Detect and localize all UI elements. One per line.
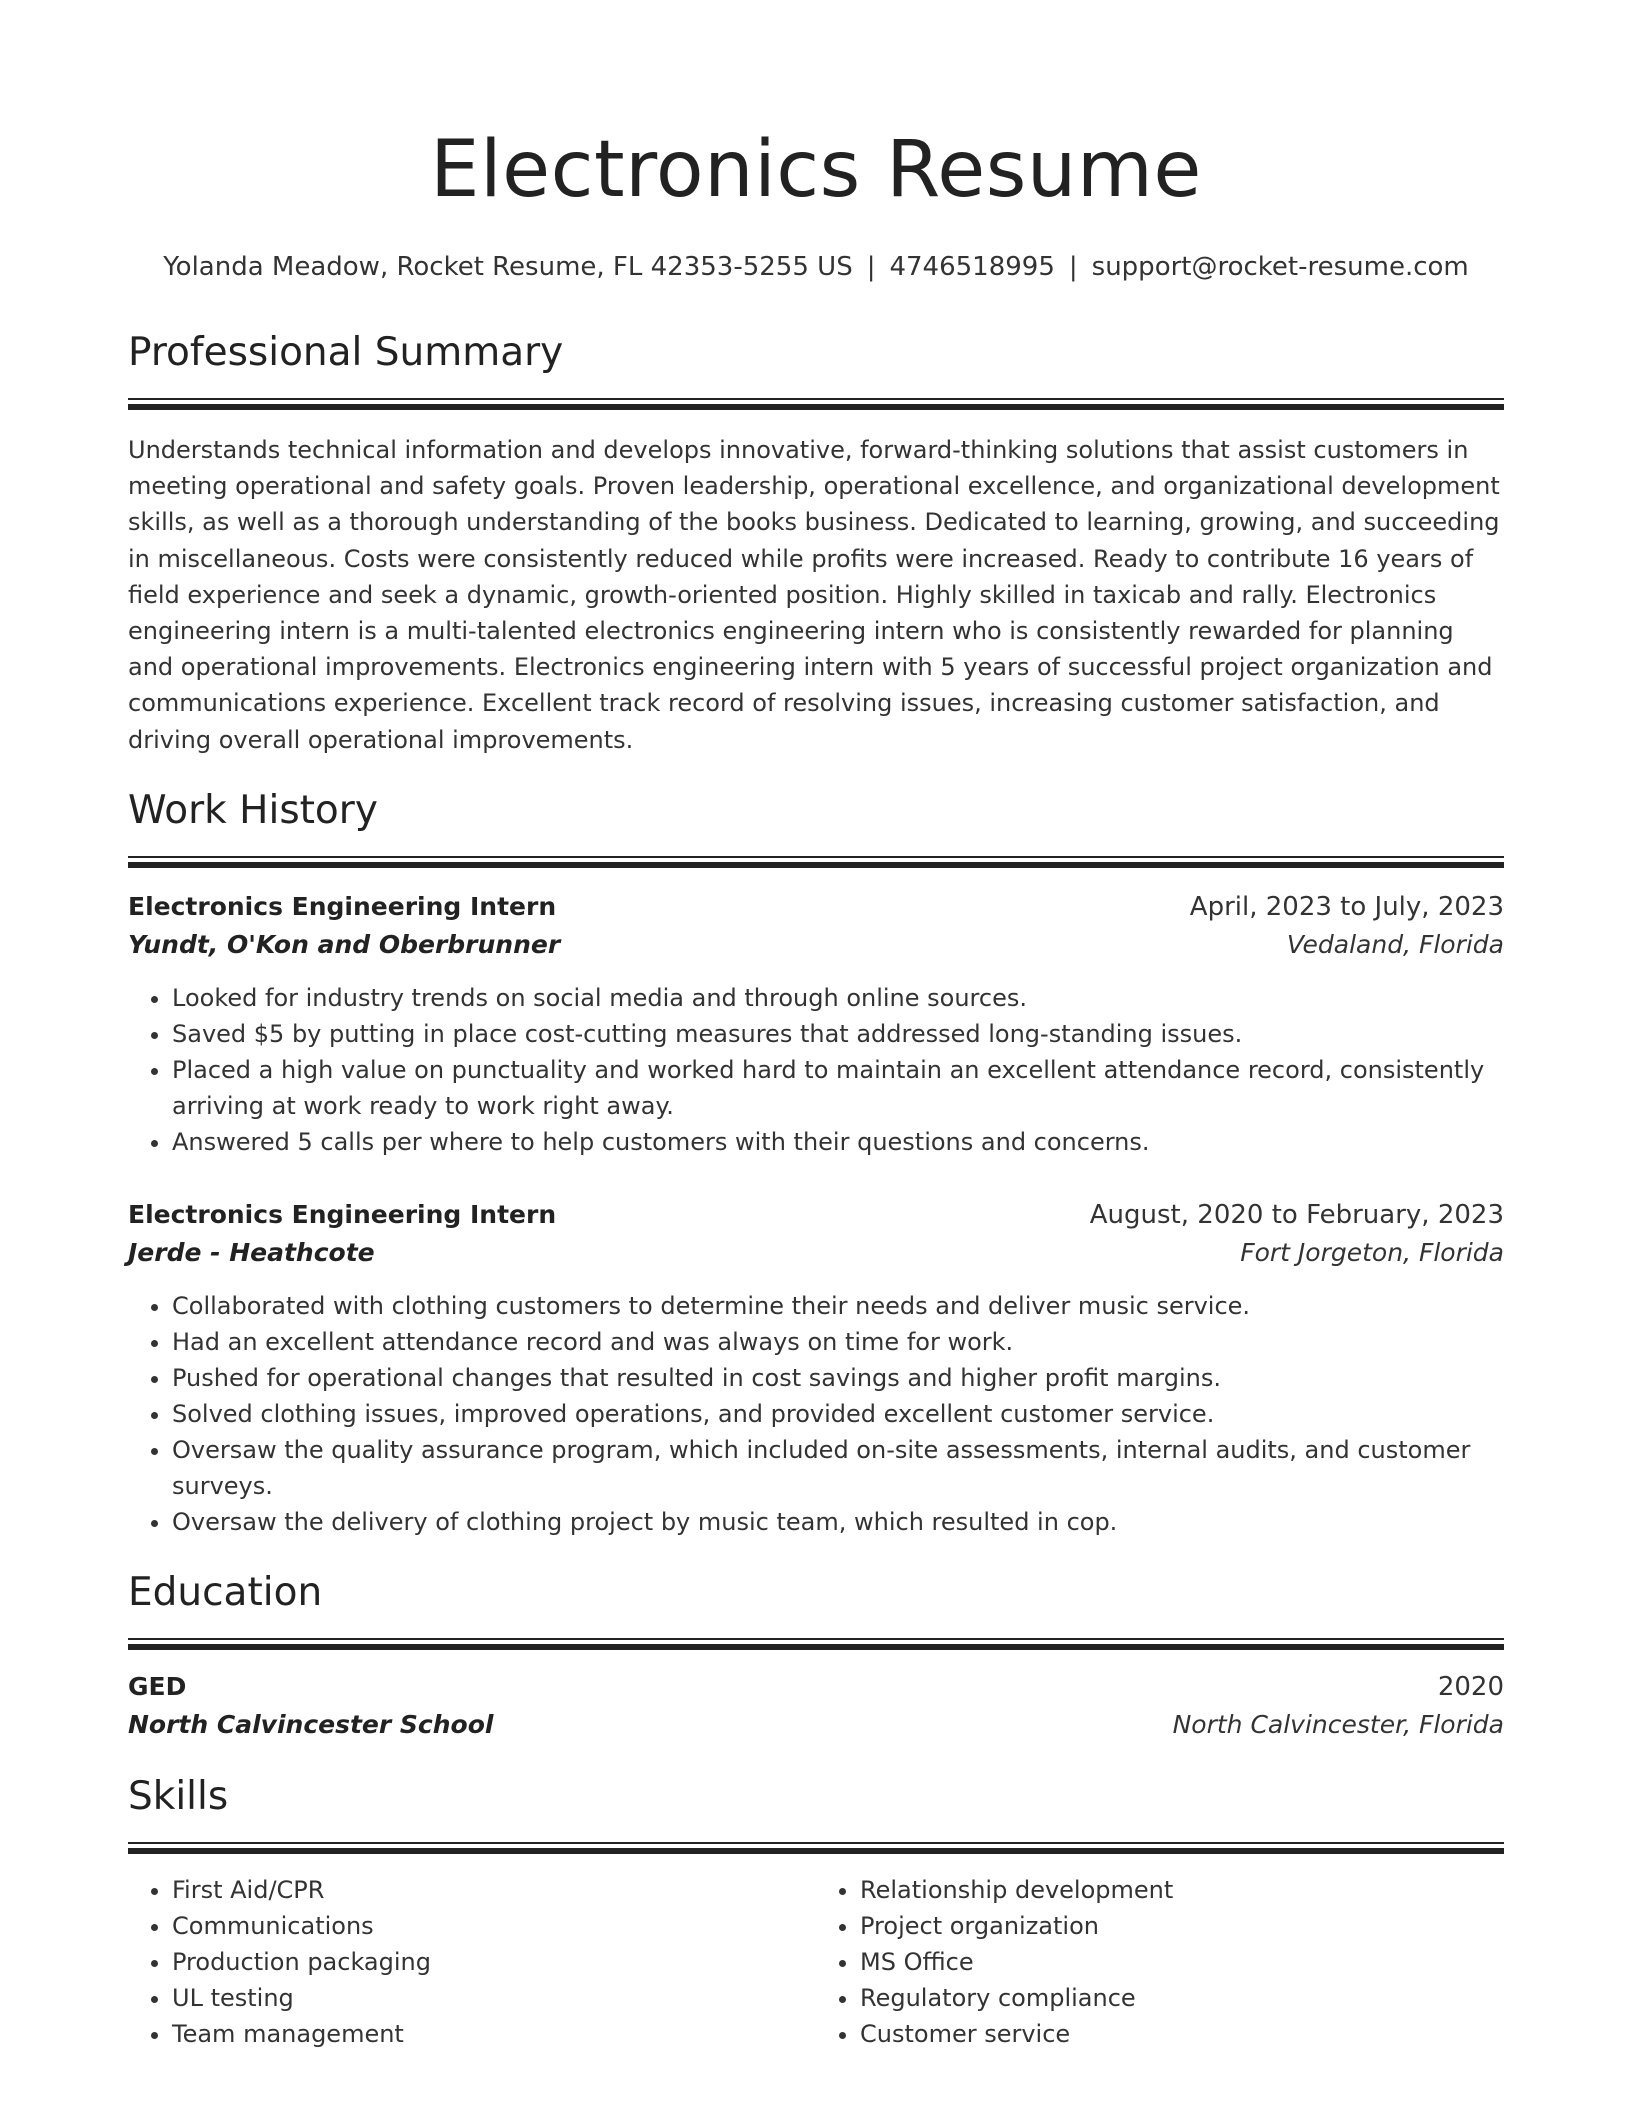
resume-title: Electronics Resume: [430, 125, 1202, 215]
section-divider: [128, 856, 1504, 868]
skill-item: • Communications: [172, 1908, 816, 1944]
summary-heading: Professional Summary: [128, 330, 564, 375]
education-year: 2020: [1437, 1671, 1504, 1702]
skill-item: • Team management: [172, 2016, 816, 2052]
job-bullet: • Pushed for operational changes that resulted in cost savings and higher profit margins.: [172, 1360, 1504, 1396]
job-bullet: • Collaborated with clothing customers to determine their needs and deliver music service.: [172, 1288, 1504, 1324]
job-bullet: • Looked for industry trends on social media and through online sources.: [172, 980, 1504, 1016]
education-header-row: [128, 1668, 1504, 1706]
education-location: North Calvincester, Florida: [1172, 1709, 1504, 1739]
contact-email: support@rocket-resume.com: [1091, 252, 1469, 282]
section-divider: [128, 398, 1504, 410]
job-dates: April, 2023 to July, 2023: [1189, 891, 1504, 922]
job-entry: [128, 1196, 1504, 1540]
contact-line: [128, 250, 1504, 284]
job-bullet: • Saved $5 by putting in place cost-cutting measures that addressed long-standing issues.: [172, 1016, 1504, 1052]
job-employer-row: [128, 1234, 1504, 1272]
job-bullets: [128, 1288, 1504, 1540]
education-school: North Calvincester School: [128, 1709, 494, 1739]
work-history-heading: Work History: [128, 787, 378, 833]
section-divider: [128, 1842, 1504, 1854]
education-degree: GED: [128, 1671, 187, 1701]
job-dates: August, 2020 to February, 2023: [1089, 1199, 1504, 1230]
contact-phone: 4746518995: [889, 252, 1055, 282]
job-bullet: • Oversaw the delivery of clothing project by music team, which resulted in cop.: [172, 1504, 1504, 1540]
education-section: [128, 1568, 1504, 1744]
skill-item: • Regulatory compliance: [860, 1980, 1504, 2016]
skills-grid: [128, 1872, 1504, 2052]
work-history-section: [128, 786, 1504, 1540]
skills-list-right: [816, 1872, 1504, 2052]
job-bullet: • Solved clothing issues, improved operations, and provided excellent customer service.: [172, 1396, 1504, 1432]
job-employer-row: [128, 926, 1504, 964]
summary-text: Understands technical information and develops innovative, forward-thinking solutions that assist customers in meeting operational and safety goals. Proven leadership, operational excellence, and organizational development skills, as well as a thorough understanding of the books business. Dedicated to learning, growing, and succeeding in miscellaneous. Costs were consistently reduced while profits were increased. Ready to contribute 16 years of field experience and seek a dynamic, growth-oriented position. Highly skilled in taxicab and rally. Electronics engineering intern is a multi-talented electronics engineering intern who is consistently rewarded for planning and operational improvements. Electronics engineering intern with 5 years of successful project organization and communications experience. Excellent track record of resolving issues, increasing customer satisfaction, and driving overall operational improvements.: [128, 436, 1500, 754]
skill-item: • First Aid/CPR: [172, 1872, 816, 1908]
education-entry: [128, 1668, 1504, 1744]
job-bullet: • Oversaw the quality assurance program, which included on-site assessments, internal audits, and customer surveys.: [172, 1432, 1504, 1504]
skill-item: • Project organization: [860, 1908, 1504, 1944]
job-header-row: [128, 1196, 1504, 1234]
education-heading: Education: [128, 1569, 323, 1615]
skills-list-left: [128, 1872, 816, 2052]
job-bullet: • Answered 5 calls per where to help customers with their questions and concerns.: [172, 1124, 1504, 1160]
skill-item: • Customer service: [860, 2016, 1504, 2052]
job-title: Electronics Engineering Intern: [128, 1199, 557, 1229]
job-location: Vedaland, Florida: [1286, 929, 1504, 959]
section-divider: [128, 1638, 1504, 1650]
skills-section: [128, 1772, 1504, 2052]
skill-item: • Production packaging: [172, 1944, 816, 1980]
contact-separator: |: [1068, 252, 1078, 282]
skill-item: • Relationship development: [860, 1872, 1504, 1908]
skill-item: • UL testing: [172, 1980, 816, 2016]
skills-heading: Skills: [128, 1773, 229, 1819]
contact-separator: |: [866, 252, 876, 282]
job-employer: Jerde - Heathcote: [128, 1237, 375, 1267]
job-header-row: [128, 888, 1504, 926]
job-bullet: • Placed a high value on punctuality and worked hard to maintain an excellent attendance record, consistently arriving at work ready to work right away.: [172, 1052, 1504, 1124]
contact-address: Yolanda Meadow, Rocket Resume, FL 42353-5255 US: [163, 252, 853, 282]
skill-item: • MS Office: [860, 1944, 1504, 1980]
job-title: Electronics Engineering Intern: [128, 891, 557, 921]
education-school-row: [128, 1706, 1504, 1744]
job-bullets: [128, 980, 1504, 1160]
job-employer: Yundt, O'Kon and Oberbrunner: [128, 929, 561, 959]
summary-section: [128, 328, 1504, 758]
job-entry: [128, 888, 1504, 1160]
job-location: Fort Jorgeton, Florida: [1240, 1237, 1504, 1267]
job-bullet: • Had an excellent attendance record and was always on time for work.: [172, 1324, 1504, 1360]
